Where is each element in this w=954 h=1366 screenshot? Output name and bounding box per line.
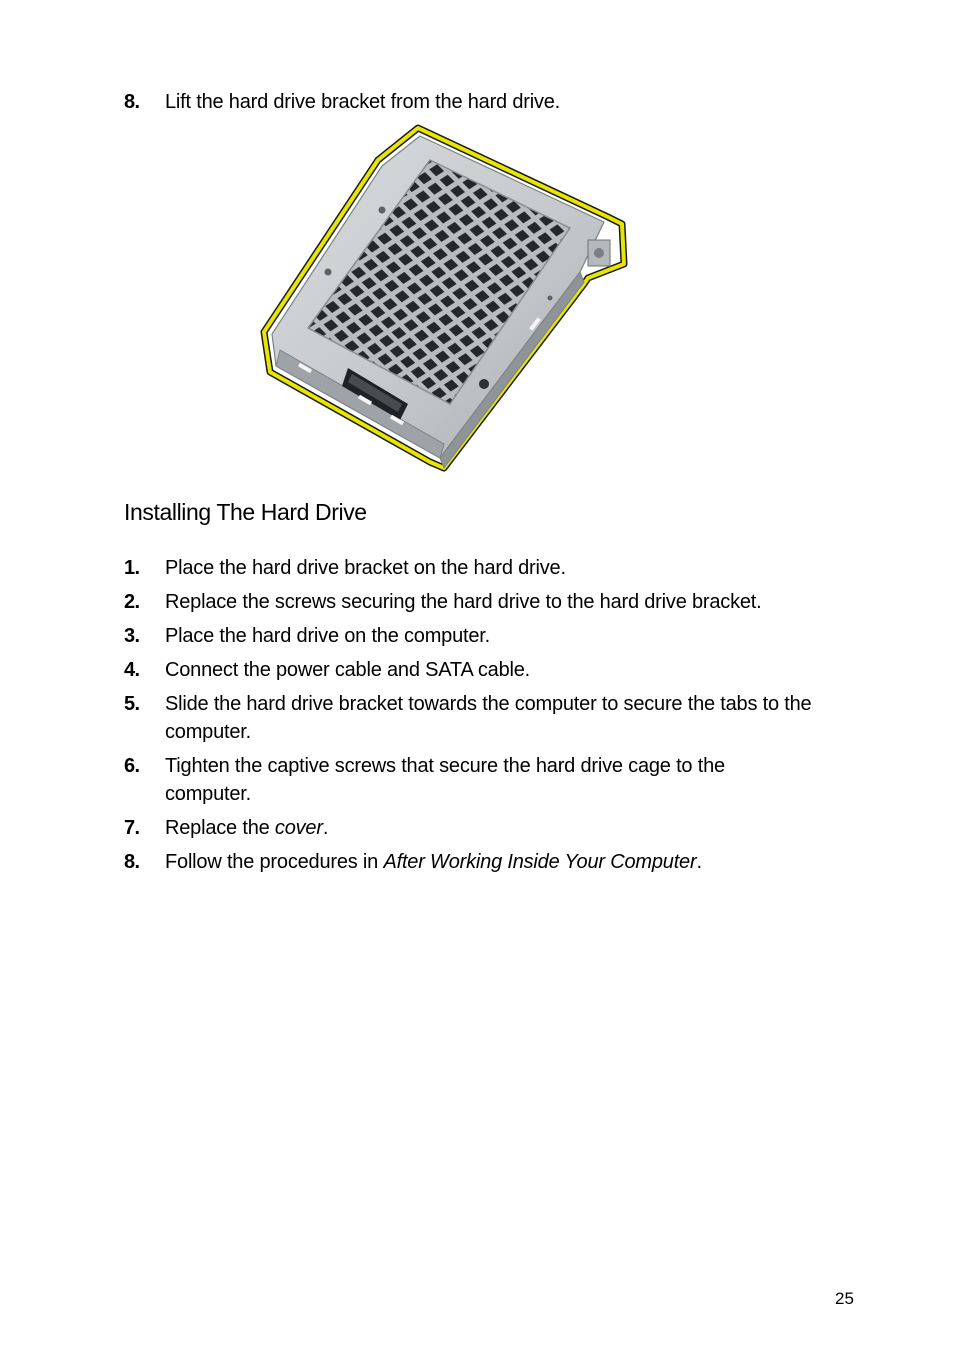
step-text: Slide the hard drive bracket towards the computer to secure the tabs to the computer. — [165, 693, 812, 743]
step-number: 5. — [124, 693, 140, 715]
step-text-before: Replace the — [165, 817, 275, 839]
step-item — [124, 554, 864, 582]
step-text: Connect the power cable and SATA cable. — [165, 659, 531, 681]
step-text-before: Follow the procedures in — [165, 851, 384, 873]
step-number: 4. — [124, 659, 140, 681]
step-item — [124, 814, 864, 842]
hard-drive-bracket-figure — [258, 122, 630, 472]
step-text: Replace the screws securing the hard drive to the hard drive bracket. — [165, 591, 762, 613]
step-text: Place the hard drive on the computer. — [165, 625, 491, 647]
step-number: 2. — [124, 591, 140, 613]
step-item — [124, 848, 864, 876]
step-text: Tighten the captive screws that secure the hard drive cage to the computer. — [165, 755, 725, 805]
section-heading: Installing The Hard Drive — [124, 499, 367, 525]
step-number: 1. — [124, 557, 140, 579]
step-number: 6. — [124, 755, 140, 777]
step-text — [165, 848, 864, 876]
step-text-after: . — [322, 817, 329, 839]
after-working-link[interactable]: After Working Inside Your Computer — [383, 851, 697, 873]
step-item — [124, 88, 864, 116]
step-number: 8. — [124, 851, 140, 873]
step-item — [124, 752, 784, 808]
step-text — [165, 814, 864, 842]
page-number: 25 — [835, 1289, 854, 1308]
step-number: 8. — [124, 91, 140, 113]
step-item — [124, 690, 864, 746]
step-number: 7. — [124, 817, 140, 839]
step-item — [124, 588, 864, 616]
cover-link[interactable]: cover — [274, 817, 323, 839]
step-text-after: . — [696, 851, 702, 873]
step-text: Lift the hard drive bracket from the hard drive. — [165, 91, 561, 113]
step-item — [124, 656, 864, 684]
step-text: Place the hard drive bracket on the hard drive. — [165, 557, 566, 579]
step-number: 3. — [124, 625, 140, 647]
step-item — [124, 622, 864, 650]
hard-drive-bracket-illustration — [258, 122, 630, 472]
